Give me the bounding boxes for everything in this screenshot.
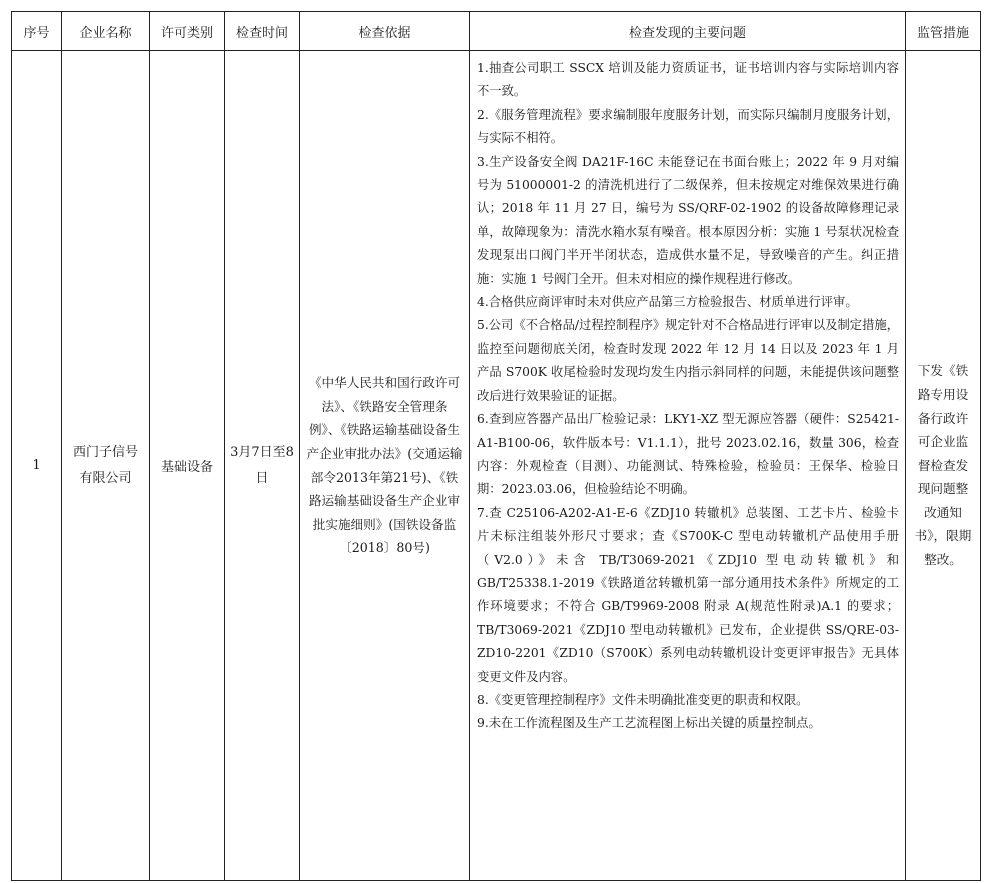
issue-item: 6.查到应答器产品出厂检验记录：LKY1-XZ 型无源应答器（硬件：S25421-A1-B100-06，软件版本号：V1.1.1），批号 2023.02.16，数量 306，检查内容：外观检查（目测）、功能测试、特殊检验，检验员：王保华、检验日期：2023.03.06，但检验结论不明确。 [477, 412, 899, 497]
issue-item: 7.查 C25106-A202-A1-E-6《ZDJ10 转辙机》总装图、工艺卡片、检验卡片未标注组装外形尺寸要求；查《S700K-C 型电动转辙机产品使用手册（V2.0）》未含 TB/T3069-2021《ZDJ10 型电动转辙机》和 GB/T25338.1-2019《铁路道岔转辙机第一部分通用技术条件》所规定的工作环境要求；不符合 GB/T9969-2008 附录 A(规范性附录)A.1 的要求；TB/T3069-2021《ZDJ10 型电动转辙机》已发布，企业提供 SS/QRE-03-ZD10-2201《ZD10（S700K）系列电动转辙机设计变更评审报告》无具体变更文件及内容。 [477, 505, 899, 684]
header-license-type: 许可类别 [150, 12, 225, 51]
cell-company: 西门子信号有限公司 [62, 51, 150, 881]
cell-license-type: 基础设备 [150, 51, 225, 881]
header-row [12, 12, 981, 51]
inspection-table [11, 11, 981, 881]
table-row [12, 51, 981, 881]
cell-check-time: 3月7日至8日 [225, 51, 300, 881]
issue-item: 5.公司《不合格品/过程控制程序》规定针对不合格品进行评审以及制定措施，监控至问题彻底关闭，检查时发现 2022 年 12 月 14 日以及 2023 年 1 月产品 S700K 收尾检验时发现均发生内指示斜同样的问题，未能提供该问题整改后进行效果验证的证据。 [477, 318, 899, 403]
header-basis: 检查依据 [300, 12, 470, 51]
header-company: 企业名称 [62, 12, 150, 51]
header-check-time: 检查时间 [225, 12, 300, 51]
issue-item: 8.《变更管理控制程序》文件未明确批准变更的职责和权限。 [477, 692, 809, 707]
issue-item: 1.抽查公司职工 SSCX 培训及能力资质证书，证书培训内容与实际培训内容不一致。 [477, 61, 899, 99]
cell-basis: 《中华人民共和国行政许可法》、《铁路安全管理条例》、《铁路运输基础设备生产企业审批办法》(交通运输部令2013年第21号)、《铁路运输基础设备生产企业审批实施细则》(国铁设备监〔2018〕80号) [300, 51, 470, 881]
header-measures: 监管措施 [906, 12, 981, 51]
cell-measures: 下发《铁路专用设备行政许可企业监督检查发现问题整改通知书》，限期整改。 [906, 51, 981, 881]
cell-issues [470, 51, 906, 881]
header-seq: 序号 [12, 12, 62, 51]
issue-item: 2.《服务管理流程》要求编制服年度服务计划，而实际只编制月度服务计划，与实际不相符。 [477, 107, 899, 146]
issue-item: 9.未在工作流程图及生产工艺流程图上标出关键的质量控制点。 [477, 716, 821, 731]
issue-item: 4.合格供应商评审时未对供应产品第三方检验报告、材质单进行评审。 [477, 295, 858, 310]
header-issues: 检查发现的主要问题 [470, 12, 906, 51]
cell-seq: 1 [12, 51, 62, 881]
issue-item: 3.生产设备安全阀 DA21F-16C 未能登记在书面台账上；2022 年 9 月对编号为 51000001-2 的清洗机进行了二级保养，但未按规定对维保效果进行确认；2018 年 11 月 27 日，编号为 SS/QRF-02-1902 的设备故障修理记录单，故障现象为：清洗水箱水泵有噪音。根本原因分析：实施 1 号泵状况检查发现泵出口阀门半开半闭状态，造成供水量不足，导致噪音的产生。纠正措施：实施 1 号阀门全开。但未对相应的操作规程进行修改。 [477, 154, 899, 286]
